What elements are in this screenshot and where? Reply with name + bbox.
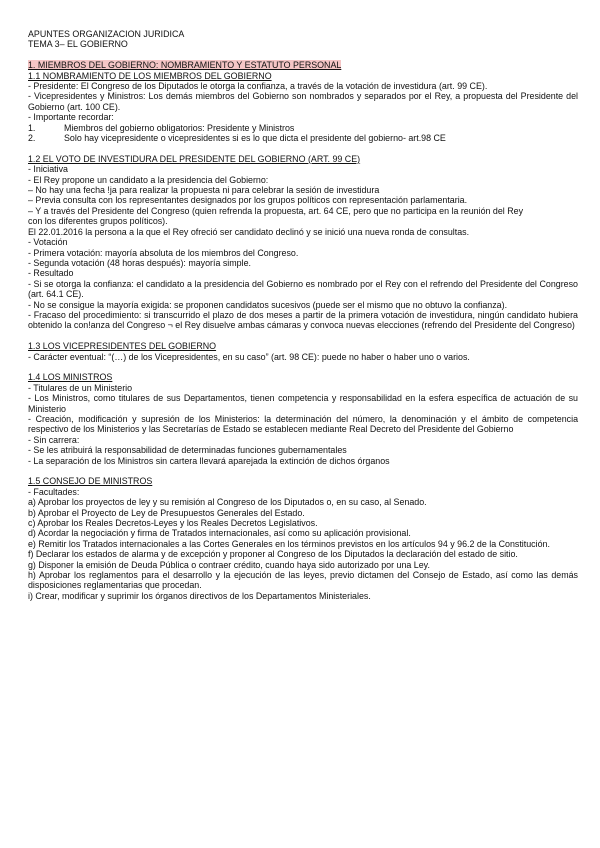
- item-text: Solo hay vicepresidente o vicepresidentes si es lo que dicta el presidente del gobierno- art.98 CE: [64, 133, 446, 144]
- doc-header-line1: APUNTES ORGANIZACION JURIDICA: [28, 29, 185, 39]
- paragraph: - Votación: [28, 237, 68, 248]
- paragraph: - Primera votación: mayoría absoluta de los miembros del Congreso.: [28, 247, 299, 258]
- paragraph: - Titulares de un Ministerio: [28, 382, 133, 393]
- paragraph: - Carácter eventual: “(…) de los Vicepresidentes, en su caso” (art. 98 CE): puede no haber o haber uno o varios.: [28, 351, 470, 362]
- item-number: 1.: [28, 122, 36, 133]
- paragraph: - Creación, modificación y supresión de los Ministerios: la determinación del número, la denominación y el ámbito de competencia respectivo de los Ministerios y las Secretarías de Estado se establecen mediante Real Decreto del Presidente del Gobierno: [28, 413, 578, 435]
- paragraph: – Previa consulta con los representantes designados por los grupos políticos con representación parlamentaria.: [28, 195, 468, 206]
- paragraph: - Segunda votación (48 horas después): mayoría simple.: [28, 257, 251, 268]
- paragraph: - Importante recordar:: [28, 112, 114, 123]
- section-1-3-title: 1.3 LOS VICEPRESIDENTES DEL GOBIERNO: [28, 341, 217, 352]
- doc-header-line2: TEMA 3– EL GOBIERNO: [28, 39, 128, 50]
- paragraph: - Facultades:: [28, 486, 80, 497]
- paragraph: – No hay una fecha !ja para realizar la propuesta ni para celebrar la sesión de investidura: [28, 185, 380, 196]
- section-1-1-title: 1.1 NOMBRAMIENTO DE LOS MIEMBROS DEL GOBIERNO: [28, 70, 272, 81]
- paragraph: - Sin carrera:: [28, 434, 80, 445]
- list-item: c) Aprobar los Reales Decretos-Leyes y los Reales Decretos Legislativos.: [28, 518, 318, 529]
- item-number: 2.: [28, 133, 36, 144]
- paragraph: - Resultado: [28, 268, 74, 279]
- paragraph: - Los Ministros, como titulares de sus Departamentos, tienen competencia y responsabilidad en la esfera específica de actuación de su Ministerio: [28, 393, 578, 414]
- list-item: a) Aprobar los proyectos de ley y su remisión al Congreso de los Diputados o, en su caso, al Senado.: [28, 497, 427, 508]
- paragraph: - Si se otorga la confianza: el candidato a la presidencia del Gobierno es nombrado por el Rey con el refrendo del Presidente del Congreso (art. 64.1 CE).: [28, 278, 578, 300]
- list-item: e) Remitir los Tratados internacionales a las Cortes Generales en los términos previstos en los artículos 94 y 96.2 de la Constitución.: [28, 538, 550, 549]
- list-item: d) Acordar la negociación y firma de Tratados internacionales, así como su aplicación provisional.: [28, 528, 411, 539]
- paragraph: - No se consigue la mayoría exigida: se proponen candidatos sucesivos (puede ser el mismo que no obtuvo la confianza).: [28, 299, 508, 310]
- list-item: f) Declarar los estados de alarma y de excepción y proponer al Congreso de los Diputados la declaración del estado de sitio.: [28, 549, 518, 560]
- paragraph: - Iniciativa: [28, 164, 68, 175]
- paragraph: - Fracaso del procedimiento: si transcurrido el plazo de dos meses a partir de la primera votación de investidura, ningún candidato hubiera obtenido la con!anza del Congreso ¬ el Rey disuelve ambas cámaras y convoca nuevas elecciones (refrendo del Presidente del Congreso): [28, 309, 578, 331]
- list-item: h) Aprobar los reglamentos para el desarrollo y la ejecución de las leyes, previo dictamen del Consejo de Estado, así como las demás disposiciones reglamentarias que procedan.: [28, 570, 578, 591]
- section-1-title: 1. MIEMBROS DEL GOBIERNO: NOMBRAMIENTO Y ESTATUTO PERSONAL: [28, 60, 342, 71]
- list-item: g) Disponer la emisión de Deuda Pública o contraer crédito, cuando haya sido autorizado por una Ley.: [28, 559, 430, 570]
- paragraph: - Presidente: El Congreso de los Diputados le otorga la confianza, a través de la votación de investidura (art. 99 CE).: [28, 81, 488, 92]
- paragraph: - La separación de los Ministros sin cartera llevará aparejada la extinción de dichos órganos: [28, 455, 390, 466]
- section-1-4-title: 1.4 LOS MINISTROS: [28, 372, 113, 383]
- numbered-item: [28, 123, 578, 133]
- list-item: i) Crear, modificar y suprimir los órganos directivos de los Departamentos Ministeriales.: [28, 590, 371, 601]
- paragraph: - Se les atribuirá la responsabilidad de determinadas funciones gubernamentales: [28, 445, 347, 456]
- numbered-item: [28, 133, 578, 143]
- section-1-2-title: 1.2 EL VOTO DE INVESTIDURA DEL PRESIDENTE DEL GOBIERNO (ART. 99 CE): [28, 153, 361, 164]
- paragraph: - El Rey propone un candidato a la presidencia del Gobierno:: [28, 174, 269, 185]
- section-1-5-title: 1.5 CONSEJO DE MINISTROS: [28, 476, 153, 487]
- paragraph: - Vicepresidentes y Ministros: Los demás miembros del Gobierno son nombrados y separados por el Rey, a propuesta del Presidente del Gobierno (art. 100 CE).: [28, 91, 578, 112]
- paragraph: con los diferentes grupos políticos).: [28, 216, 168, 227]
- paragraph: – Y a través del Presidente del Congreso (quien refrenda la propuesta, art. 64 CE, pero que no participa en la reunión del Rey: [28, 205, 524, 216]
- list-item: b) Aprobar el Proyecto de Ley de Presupuestos Generales del Estado.: [28, 507, 305, 518]
- item-text: Miembros del gobierno obligatorios: Presidente y Ministros: [64, 122, 295, 133]
- paragraph: El 22.01.2016 la persona a la que el Rey ofreció ser candidato declinó y se inició una nueva ronda de consultas.: [28, 226, 470, 237]
